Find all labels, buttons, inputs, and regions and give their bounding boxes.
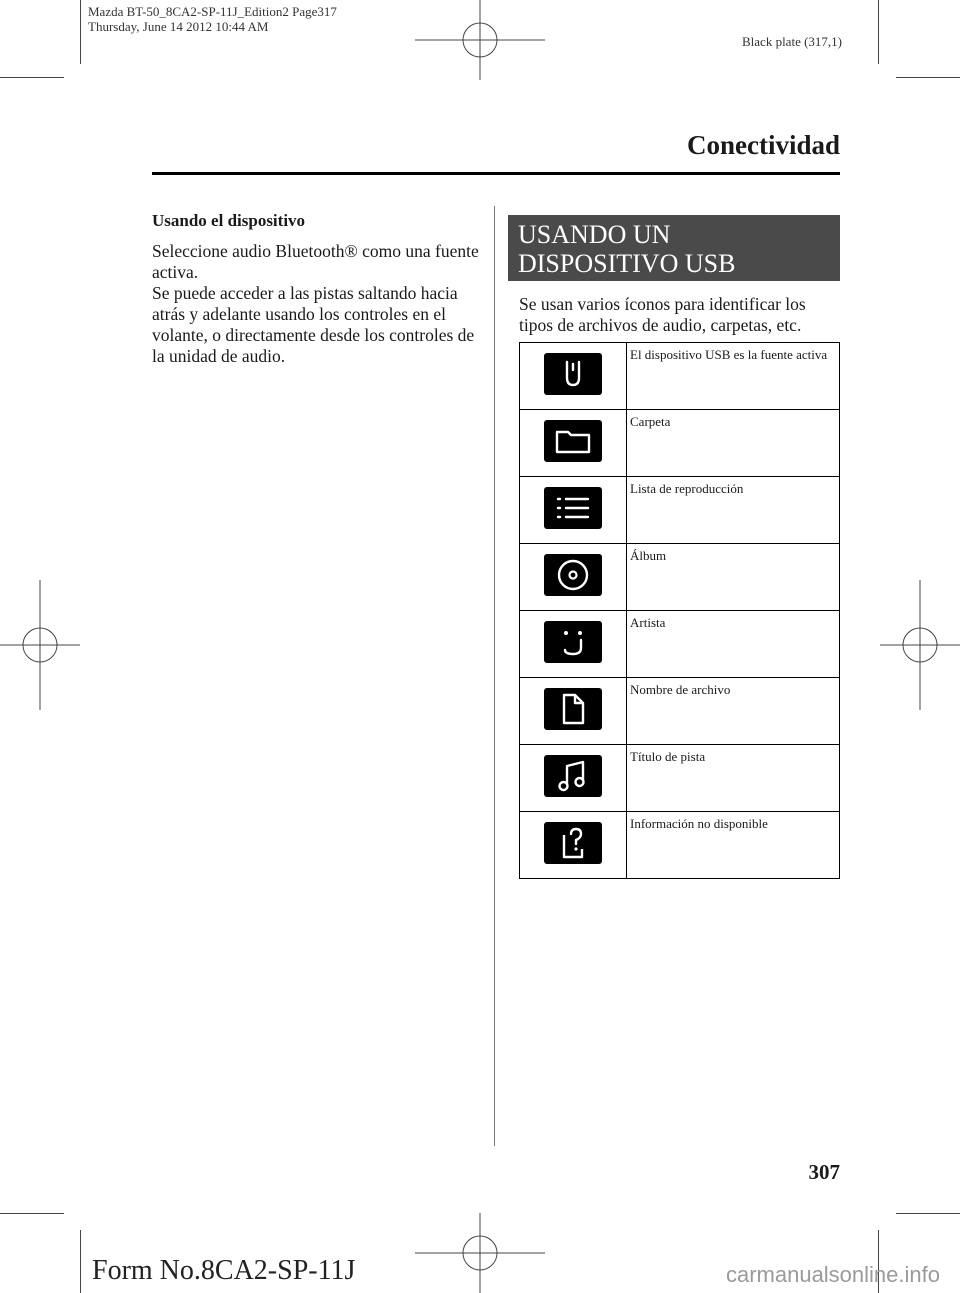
icon-label: Álbum [627,544,840,611]
banner-line: DISPOSITIVO USB [518,249,736,278]
unknown-info-icon [544,822,602,864]
section-banner [508,215,840,281]
file-icon [544,688,602,730]
album-disc-icon [544,554,602,596]
usb-icon [544,353,602,395]
icon-label: El dispositivo USB es la fuente activa [627,343,840,410]
playlist-icon [544,487,602,529]
table-row [520,678,840,745]
section-title: Conectividad [686,130,840,160]
crop-mark [80,0,81,64]
banner-line: USANDO UN [518,220,671,249]
paragraph: Seleccione audio Bluetooth® como una fuente activa. [152,241,479,282]
plate-info [88,4,337,34]
crop-mark [896,1213,960,1214]
registration-mark-left [0,580,80,710]
icon-table [519,342,840,879]
table-row [520,745,840,812]
paragraph: Se puede acceder a las pistas saltando hacia atrás y adelante usando los controles en el volante, o directamente desde los controles de la unidad de audio. [152,283,475,366]
table-row [520,343,840,410]
artist-face-icon [544,621,602,663]
registration-mark-right [880,580,960,710]
watermark: carmanualsonline.info [725,1262,940,1287]
crop-mark [896,77,960,78]
table-row [520,544,840,611]
crop-mark [80,1230,81,1293]
left-column [152,210,482,367]
icon-label: Título de pista [627,745,840,812]
music-note-icon [544,755,602,797]
icon-label: Información no disponible [627,812,840,879]
plate-reference: Black plate (317,1) [742,34,842,49]
table-row [520,477,840,544]
icon-label: Nombre de archivo [627,678,840,745]
table-row [520,611,840,678]
folder-icon [544,420,602,462]
registration-mark-bottom [415,1213,545,1293]
icon-label: Artista [627,611,840,678]
icon-label: Carpeta [627,410,840,477]
form-number: Form No.8CA2-SP-11J [92,1255,356,1286]
header-rule [152,172,840,175]
plate-info-line1: Mazda BT-50_8CA2-SP-11J_Edition2 Page317 [88,4,337,19]
intro-text: Se usan varios íconos para identificar los tipos de archivos de audio, carpetas, etc. [519,294,806,335]
registration-mark-top [415,0,545,80]
crop-mark [878,0,879,64]
crop-mark [0,1213,64,1214]
crop-mark [0,77,64,78]
subheading: Usando el dispositivo [152,211,306,230]
icon-label: Lista de reproducción [627,477,840,544]
column-divider [494,206,495,1146]
plate-info-line2: Thursday, June 14 2012 10:44 AM [88,19,269,34]
table-row [520,812,840,879]
page-number: 307 [808,1160,840,1184]
table-row [520,410,840,477]
